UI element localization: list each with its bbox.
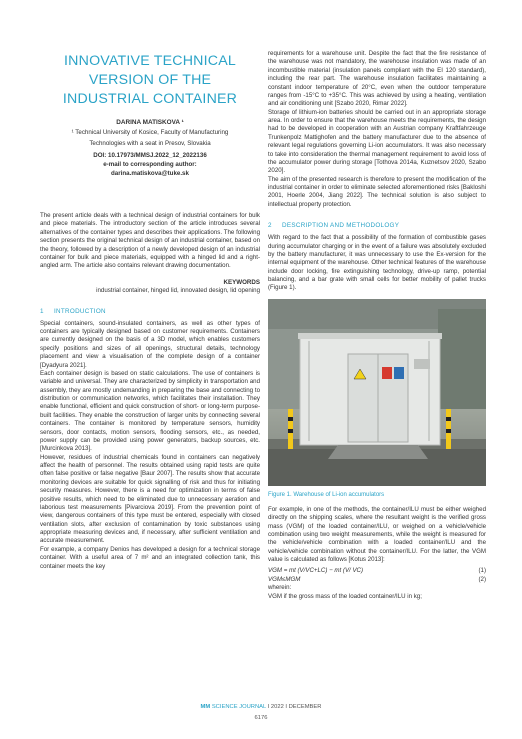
section-1-title: INTRODUCTION <box>54 307 106 315</box>
journal-mm: MM <box>200 704 211 710</box>
wherein-label: wherein: <box>268 584 292 592</box>
abstract-text: The present article deals with a technical design of industrial containers for bulk and piece materials. The introductory section of the article introduces several alternatives of the container types and describes their applications. The following section presents the original technical design of an industrial container, based on the theory, followed by a description of a newly developed design of an industrial container for bulk and piece materials, equipped with a hinged lid and a right-angled arm. The article also contains relevant drawing documentation. <box>40 212 260 270</box>
figure-caption: Figure 1. Warehouse of Li-ion accumulators <box>268 491 385 498</box>
section-1-number: 1 <box>40 307 44 315</box>
page-number: 6176 <box>254 715 268 721</box>
methodology-paragraph: With regard to the fact that a possibility of the formation of combustible gases during accumulator charging or in the event of a failure was absolutely excluded by the battery manufacturer, it was unnecessary to use the Ex-version for the internal equipment of the warehouse. Other technical features of the warehouse include door locking, fire extinguishing technology, drive-up ramp, potential balancing, and a bar grate with small cells for better mobility of pallet trucks (Figure 1). <box>268 234 486 292</box>
equation-1 <box>268 567 486 575</box>
methodology-paragraph: For example, in one of the methods, the container/ILU must be either weighed directly on the shipping scales, where the resultant weight is the verified gross mass (VGM) of the loaded container/ILU, or weighed on a vehicle/vehicle combination using two weight measurements, while the weight is measured for the vehicle/vehicle combination with a loaded container/ILU and the vehicle/vehicle combination without the container/ILU. For the latter, the VGM value is calculated as follows [Kotus 2013]: <box>268 505 486 563</box>
affiliation-line-1: ¹ Technical University of Kosice, Faculty of Manufacturing <box>71 129 229 136</box>
intro-paragraph: Each container design is based on static calculations. The use of containers is variable and universal. They are characterized by simplicity in transportation and assembly, they are mostly undemanding in preparing the base and connecting to distribution or communication networks, which facilitates their installation. They enable functional, efficient and quick construction of short- or long-term purpose-built facilities. They enable the construction of larger units by connecting several containers. The container is monitored by temperature sensors, humidity sensors, door contacts, motion sensors, flooding sensors, etc., as needed, power supply can be provided using power generators, backup sources, etc. [Murcinkova 2013]. <box>40 369 260 453</box>
title-line-1: INNOVATIVE TECHNICAL <box>64 53 236 69</box>
affiliation-line-2: Technologies with a seat in Presov, Slovakia <box>89 139 211 147</box>
abstract <box>40 212 260 295</box>
figure-warehouse-photo <box>268 299 486 486</box>
section-2-title: DESCRIPTION AND METHODOLOGY <box>282 222 400 230</box>
equation-2-text: VGM≤MGM <box>268 575 301 583</box>
keywords-heading: KEYWORDS <box>223 278 260 286</box>
intro-paragraph: For example, a company Denios has developed a design for a technical storage container. With a useful area of 7 m² and an integrated collection tank, this container meets the key <box>40 545 260 570</box>
doi: DOI: 10.17973/MMSJ.2022_12_2022136 <box>93 152 207 159</box>
section-2-number: 2 <box>268 222 272 230</box>
journal-issue: I 2022 I DECEMBER <box>267 704 322 710</box>
left-column <box>40 52 260 571</box>
footer-journal <box>0 704 522 710</box>
continued-paragraph: requirements for a warehouse unit. Despite the fact that the fire resistance of the warehouse was not mandatory, the warehouse insulation was made of an incombustible material (insulation panels compliant with the EI 120 standard), including the rear part. The warehouse insulation facilitates maintaining a constant indoor temperature of 20°C, even when the outdoor temperature ranges from -15°C to +35°C. This was achieved by using a heating, ventilation and air conditioning unit [Szabo 2020, Rimar 2022]. <box>268 50 486 108</box>
article-title <box>40 52 260 109</box>
title-line-2: VERSION OF THE <box>88 72 212 88</box>
continued-paragraph: The aim of the presented research is therefore to present the modification of the industrial container in order to eliminate selected aforementioned risks [Bakloshi 2001, Hoerle 2004, Jiang 2022]. The technical solution is also subject to intellectual property protection. <box>268 175 486 208</box>
section-1-heading <box>40 307 260 316</box>
author-block <box>40 118 260 178</box>
equations <box>268 567 486 584</box>
keywords-text: industrial container, hinged lid, innovated design, lid opening <box>96 286 260 294</box>
intro-paragraph: Special containers, sound-insulated containers, as well as other types of containers are typically designed based on customer requirements. Containers are currently designed on the basis of a 3D model, which enables customers specify positions and sizes of all openings, structural details, technology placement and view a visualisation of the complete design of a container [Dyadyura 2021]. <box>40 319 260 369</box>
journal-name: SCIENCE JOURNAL <box>211 704 267 710</box>
container-photo-placeholder <box>268 299 486 486</box>
equation-2-number: (2) <box>478 575 486 583</box>
title-line-3: INDUSTRIAL CONTAINER <box>62 91 238 107</box>
right-column <box>268 50 486 601</box>
continued-paragraph: Storage of lithium-ion batteries should be carried out in an appropriate storage area. In order to ensure that the warehouse meets the requirements, the design had to be developed in cooperation with an Austrian company Kraftfahrzeuge Trunkenpolz Mattighofen and the battery manufacturer due to the absence of relevant legal regulations governing Li-ion accumulators. It was also necessary to take into consideration the thermal management requirement to avoid loss of the accumulator power during storage [Tothova 2014a, Kuznetsov 2020, Szabo 2020]. <box>268 108 486 175</box>
email-label: e-mail to corresponding author: <box>103 161 197 168</box>
intro-paragraph: However, residues of industrial chemicals found in containers can negatively affect the health of personnel. The results obtained using rapid tests are quite often false positive or false negative [Baur 2007]. The results show that accurate monitoring devices are suitable for quick signalling of risk and thus for initiating security measures. However, there is a need for optimization in terms of false positive results, which need to be eliminated due to unnecessary aeration and laborious test measurements [Pivarciova 2019]. From the prevention point of view, dangerous containers of this type must be entered, especially with closed ventilation slots, after exclusion of contamination by toxic substances using appropriate measuring devices and, if necessary, after sufficient ventilation and accurate measurement. <box>40 453 260 545</box>
equation-1-text: VGM = mt (V/VC+LC) − mt (V/ VC) <box>268 567 364 575</box>
section-2-heading <box>268 221 486 230</box>
equation-2 <box>268 576 486 584</box>
equation-1-number: (1) <box>478 567 486 575</box>
author-name: DARINA MATISKOVA ¹ <box>116 119 184 126</box>
wherein-text: VGM if the gross mass of the loaded container/ILU in kg; <box>268 592 422 600</box>
author-email[interactable]: darina.matiskova@tuke.sk <box>111 169 189 177</box>
